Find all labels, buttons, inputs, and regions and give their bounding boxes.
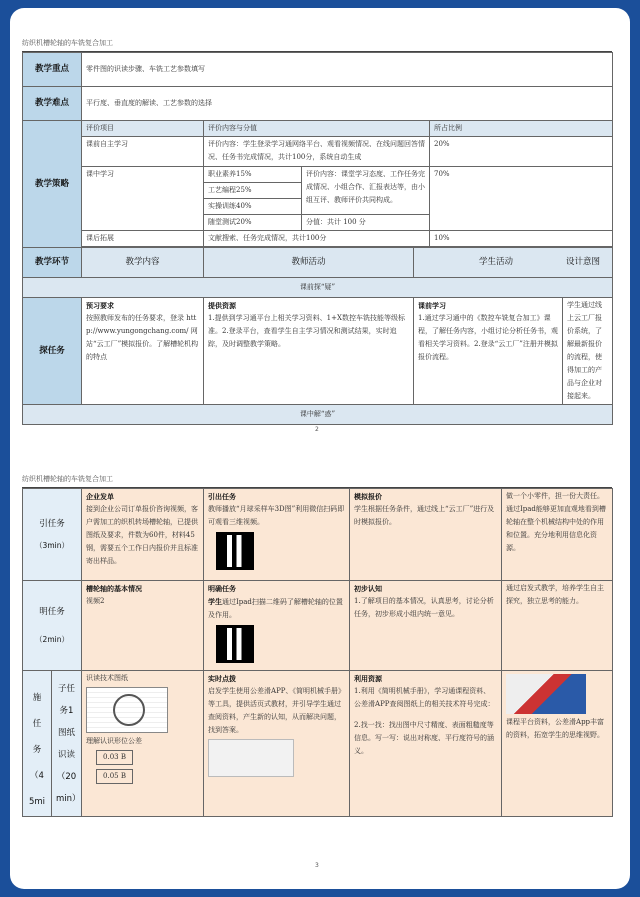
clarify-time: （2min） — [35, 634, 69, 644]
eval-content-pre: 评价内容：学生登录学习通网络平台、观看视频情况、在线问题回答情况、任务书完成情况，共计100分，系统自动生成 — [204, 137, 430, 167]
subtask-label-char: 务1 — [59, 705, 74, 716]
implement-content — [82, 671, 204, 817]
lead-content-text: 接到企业公司订单报价咨询视频，客户需加工的织机转场槽轮轴，已提供图纸及要求，件数为60件，材料45钢，需要五个工作日内报价并且标准寄出样品。 — [86, 505, 199, 565]
clarify-teacher-rest: 通过Ipad扫描二维码了解槽轮轴的位置及作用。 — [208, 598, 343, 619]
clarify-content-text: 视频2 — [86, 597, 105, 605]
technical-drawing-image — [86, 687, 168, 733]
eval-content-post: 文献搜索、任务完成情况，共计100分 — [204, 231, 430, 247]
eval-item-pre: 课前自主学习 — [82, 137, 204, 167]
eval-sub-1: 职业素养15% — [204, 167, 302, 183]
clarify-teacher-title: 明确任务 — [208, 584, 237, 593]
eval-sub-2: 工艺编程25% — [204, 183, 302, 199]
explore-student-title: 课前学习 — [418, 301, 446, 310]
lead-student — [350, 489, 502, 581]
lead-label: 引任务 — [39, 518, 65, 529]
explore-teacher-text: 1.提供到学习通平台上相关学习资料、1+X数控车铣技能等级标准。2.登录平台，查看学生自主学习情况和测试结果，实时追踪，及时调整教学策略。 — [208, 314, 405, 348]
lead-content — [82, 489, 204, 581]
eval-item-in: 课中学习 — [82, 167, 204, 231]
explore-content-text: 按照教师发布的任务要求，登录 http://www.yungongchang.com/ 网站“云工厂”模拟报价。了解槽轮机构的特点 — [86, 314, 199, 361]
clarify-student-title: 初步认知 — [354, 584, 383, 593]
clarify-content-title: 槽轮轴的基本情况 — [86, 584, 143, 593]
eval-header-content: 评价内容与分值 — [204, 121, 430, 137]
key-points-label: 教学重点 — [23, 53, 82, 87]
explore-student-intent — [414, 298, 613, 405]
implement-intent — [502, 671, 613, 817]
explore-label: 探任务 — [23, 298, 82, 405]
clarify-student — [350, 581, 502, 671]
lead-student-title: 模拟报价 — [354, 492, 383, 501]
difficulties-label: 教学难点 — [23, 87, 82, 121]
page-number: 2 — [315, 426, 319, 433]
implement-student-text-1: 1.利用《简明机械手册》，学习通课程资料、公差滑APP查阅图纸上的相关技术符号完成： — [354, 687, 495, 708]
subtask-label-char: 图纸 — [58, 727, 76, 738]
implement-intent-text: 课程平台资料，公差滑App丰富的资料，拓宽学生的思维视野。 — [506, 718, 605, 739]
subtask-label-char: min） — [56, 793, 81, 804]
implement-teacher — [204, 671, 350, 817]
subtask-label-char: 识读 — [58, 749, 76, 760]
eval-score-in: 分值：共计 100 分 — [302, 215, 430, 231]
lead-label-cell — [23, 489, 82, 581]
implement-teacher-title: 实时点拨 — [208, 674, 237, 683]
clarify-label-cell — [23, 581, 82, 671]
page-number: 3 — [315, 862, 319, 869]
steps-header-student-intent — [414, 248, 613, 278]
strategy-table — [22, 52, 613, 425]
explore-teacher-title: 提供资源 — [208, 301, 236, 310]
lead-student-text: 学生根据任务条件，通过线上“云工厂”进行及时模拟报价。 — [354, 505, 495, 526]
steps-header-content: 教学内容 — [82, 248, 204, 278]
tolerance-app-screenshot — [208, 739, 294, 777]
implement-content-title: 识读技术图纸 — [86, 674, 129, 682]
eval-ratio-pre: 20% — [430, 137, 613, 167]
clarify-teacher-bold: 学生 — [208, 597, 223, 606]
subtask-label — [52, 671, 82, 817]
steps-header-student: 学生活动 — [478, 257, 513, 267]
explore-student-text: 1.通过学习通中的《数控车铣复合加工》课程，了解任务内容，小组讨论分析任务书，观看相关学习资料。2.登录“云工厂”注册并模拟报价流程。 — [418, 314, 558, 361]
tolerance-frame-1: 0.03 B — [96, 750, 133, 765]
course-platform-image — [506, 674, 586, 714]
lead-intent: 做一个小零件，担一份大责任。通过Ipad能够更加直观地看到槽轮轴在整个机械结构中处的作用和位置。充分地利用信息化资源。 — [502, 489, 613, 581]
implement-label-char: 5mi — [28, 797, 46, 807]
page-1 — [22, 30, 618, 433]
explore-student — [414, 298, 563, 404]
steps-header-teacher: 教师活动 — [204, 248, 414, 278]
page-2 — [22, 468, 618, 880]
lead-teacher-title: 引出任务 — [208, 492, 237, 501]
lead-teacher-text: 教师播放“月球采样车3D图”利用微信扫码即可观看三维视频。 — [208, 505, 345, 526]
pre-class-bar: 课前探“疑” — [23, 278, 613, 298]
strategy-label: 教学策略 — [23, 121, 82, 248]
lead-teacher — [204, 489, 350, 581]
lead-time: （3min） — [35, 540, 69, 550]
eval-content-in: 评价内容：课堂学习态度、工作任务完成情况、小组合作、汇报表达等，由小组互评、教师评价共同构成。 — [302, 167, 430, 215]
implement-student-title: 利用资源 — [354, 674, 383, 683]
tasks-table — [22, 488, 613, 817]
clarify-content — [82, 581, 204, 671]
implement-teacher-text: 启发学生使用公差滑APP、《简明机械手册》等工具，提供活页式教材，并引导学生通过查阅资料，产生新的认知，从而解决问题，找到答案。 — [208, 687, 345, 734]
implement-label-char: （4 — [30, 771, 44, 781]
eval-header-ratio: 所占比例 — [430, 121, 613, 137]
eval-ratio-in: 70% — [430, 167, 613, 231]
clarify-teacher — [204, 581, 350, 671]
lead-content-title: 企业发单 — [86, 492, 115, 501]
difficulties-text: 平行度、垂直度的解读、工艺参数的选择 — [82, 87, 613, 121]
subtask-label-char: （20 — [56, 771, 77, 782]
clarify-student-text: 1.了解项目的基本情况，认真思考，讨论分析任务，初步形成小组内统一意见。 — [354, 597, 494, 618]
eval-header-item: 评价项目 — [82, 121, 204, 137]
clarify-teacher-text — [208, 595, 345, 622]
eval-item-post: 课后拓展 — [82, 231, 204, 247]
implement-label-char: 施 — [32, 693, 42, 703]
explore-content-title: 预习要求 — [86, 301, 114, 310]
clarify-intent: 通过启发式教学，培养学生自主探究，独立思考的能力。 — [502, 581, 613, 671]
eval-ratio-post: 10% — [430, 231, 613, 247]
clarify-label: 明任务 — [39, 606, 65, 617]
page-header: 纺织机槽轮轴的车铣复合加工 — [22, 39, 113, 47]
implement-label — [23, 671, 52, 817]
implement-student — [350, 671, 502, 817]
page-header: 纺织机槽轮轴的车铣复合加工 — [22, 475, 113, 483]
steps-header-intent: 设计意图 — [566, 257, 601, 267]
explore-intent: 学生通过线上云工厂报价系统，了解最新报价的流程，使得加工的产品与企业对接起来。 — [567, 301, 602, 400]
implement-student-text-2: 2.找一找：找出图中尺寸精度、表面粗糙度等信息。写一写：说出对称度、平行度符号的涵义。 — [354, 721, 495, 755]
implement-label-char: 务 — [32, 745, 42, 755]
qr-code-image[interactable] — [216, 625, 254, 663]
steps-header-phase: 教学环节 — [23, 248, 82, 278]
explore-content — [82, 298, 204, 405]
eval-sub-4: 随堂测试20% — [204, 215, 302, 231]
eval-sub-3: 实操训练40% — [204, 199, 302, 215]
implement-content-caption: 理解认识形位公差 — [86, 737, 143, 745]
in-class-bar: 课中解“惑” — [23, 405, 613, 425]
explore-teacher — [204, 298, 414, 405]
tolerance-frame-2: 0.05 B — [96, 769, 133, 784]
implement-label-char: 任 — [32, 719, 42, 729]
subtask-label-char: 子任 — [58, 683, 76, 694]
key-points-text: 零件图的识读步骤、车铣工艺参数填写 — [82, 53, 613, 87]
qr-code-image[interactable] — [216, 532, 254, 570]
